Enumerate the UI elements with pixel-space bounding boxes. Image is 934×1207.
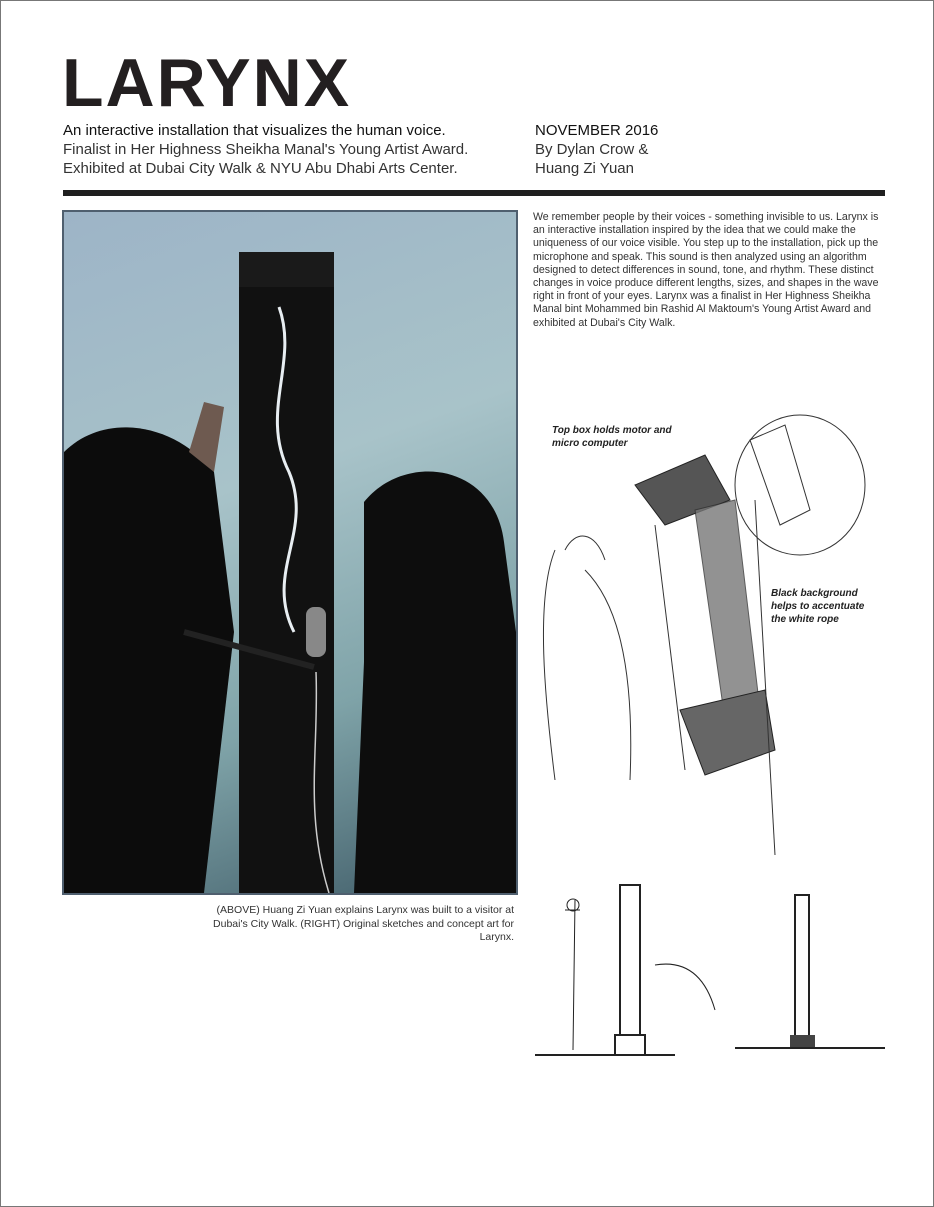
- photo-caption: (ABOVE) Huang Zi Yuan explains Larynx was built to a visitor at Dubai's City Walk. (RIGHT) Original sketches and concept art for Larynx.: [213, 904, 514, 943]
- subtitle-line: An interactive installation that visualizes the human voice.: [63, 122, 446, 139]
- meta: [535, 121, 658, 178]
- byline: Huang Zi Yuan: [535, 160, 634, 177]
- concept-sketch: [535, 400, 885, 870]
- installation-photo: [62, 210, 518, 895]
- subtitle-line: Finalist in Her Highness Sheikha Manal's Young Artist Award.: [63, 141, 469, 158]
- divider: [63, 190, 885, 196]
- date: NOVEMBER 2016: [535, 122, 659, 139]
- page-title: LARYNX: [62, 45, 352, 121]
- sketch-note-background: Black background helps to accentuate the white rope: [771, 588, 865, 625]
- sketch-note-top-box: Top box holds motor and micro computer: [552, 425, 672, 449]
- byline: By Dylan Crow &: [535, 141, 649, 158]
- photo-illustration: [64, 212, 516, 893]
- side-view-sketches: [535, 880, 890, 1070]
- body-text: We remember people by their voices - something invisible to us. Larynx is an interactive installation inspired by the idea that we could make the uniqueness of our voice visible. You step up to the installation, pick up the microphone and speak. This sound is then analyzed using an algorithm designed to detect differences in sound, tone, and rhythm. These distinct changes in voice produce different lengths, sizes, and shapes in the wave right in front of your eyes. Larynx was a finalist in Her Highness Sheikha Manal bint Mohammed bin Rashid Al Maktoum's Young Artist Award and exhibited at Dubai's City Walk.: [533, 211, 879, 329]
- subtitle-line: Exhibited at Dubai City Walk & NYU Abu Dhabi Arts Center.: [63, 160, 458, 177]
- subtitle: [63, 121, 468, 178]
